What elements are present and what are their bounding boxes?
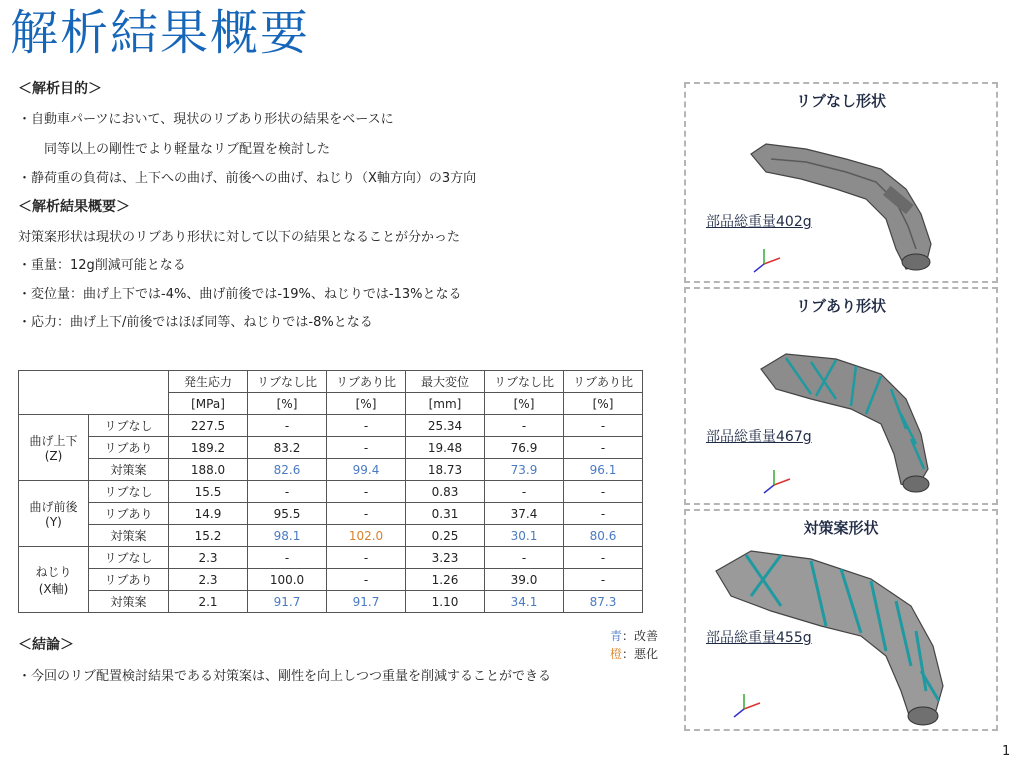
table-cell: 1.10 [406,591,485,613]
panel-weight: 部品総重量402g [706,214,812,230]
header-disp-ratio-norib: リブなし比 [485,371,564,393]
table-cell: 15.5 [169,481,248,503]
table-cell: - [327,547,406,569]
table-cell: 2.3 [169,547,248,569]
table-row [19,547,643,569]
table-cell: - [327,481,406,503]
header-stress: 発生応力 [169,371,248,393]
header-unit: [mm] [406,393,485,415]
row-label: 対策案 [89,591,169,613]
table-cell: 188.0 [169,459,248,481]
table-cell: - [564,547,643,569]
summary-line-3: ・変位量：曲げ上下では-4%、曲げ前後では-19%、ねじりでは-13%となる [18,287,462,302]
panel-no-rib [684,82,998,283]
purpose-line-2: 同等以上の剛性でより軽量なリブ配置を検討した [44,142,331,157]
table-row [19,481,643,503]
table-cell: - [564,503,643,525]
table-cell: 95.5 [248,503,327,525]
conclusion-line-1: ・今回のリブ配置検討結果である対策案は、剛性を向上しつつ重量を削減することができる [18,669,552,684]
table-cell: 0.31 [406,503,485,525]
table-cell: - [248,415,327,437]
header-unit: [MPa] [169,393,248,415]
row-label: 対策案 [89,459,169,481]
table-cell: 96.1 [564,459,643,481]
row-label: リブなし [89,415,169,437]
table-cell: 102.0 [327,525,406,547]
purpose-line-3: ・静荷重の負荷は、上下への曲げ、前後への曲げ、ねじり（X軸方向）の3方向 [18,171,477,186]
table-cell: - [485,547,564,569]
table-cell: 82.6 [248,459,327,481]
table-cell: 91.7 [248,591,327,613]
table-cell: 189.2 [169,437,248,459]
summary-line-4: ・応力：曲げ上下/前後ではほぼ同等、ねじりでは-8%となる [18,315,373,330]
panel-rib [684,287,998,505]
table-row [19,503,643,525]
header-stress-ratio-rib: リブあり比 [327,371,406,393]
results-table [18,370,643,613]
group-label: ねじり (X軸) [19,547,89,613]
table-row [19,415,643,437]
header-unit: [%] [564,393,643,415]
table-cell: 91.7 [327,591,406,613]
table-row [19,459,643,481]
table-cell: - [564,415,643,437]
table-cell: 3.23 [406,547,485,569]
table-cell: 2.1 [169,591,248,613]
table-cell: 1.26 [406,569,485,591]
table-cell: 80.6 [564,525,643,547]
table-cell: 0.25 [406,525,485,547]
table-cell: 14.9 [169,503,248,525]
panel-title: リブなし形状 [795,92,886,110]
header-unit: [%] [485,393,564,415]
page-number: 1 [1002,744,1011,759]
table-row [19,525,643,547]
group-label: 曲げ上下 (Z) [19,415,89,481]
table-cell: - [327,569,406,591]
axis-triad-icon [744,246,784,276]
table-cell: 227.5 [169,415,248,437]
group-label: 曲げ前後 (Y) [19,481,89,547]
row-label: リブなし [89,481,169,503]
row-label: リブなし [89,547,169,569]
table-cell: 25.34 [406,415,485,437]
table-cell: - [327,437,406,459]
header-displacement: 最大変位 [406,371,485,393]
table-cell: 19.48 [406,437,485,459]
purpose-heading: ＜解析目的＞ [18,81,102,97]
panel-weight: 部品総重量455g [706,630,812,646]
purpose-line-1: ・自動車パーツにおいて、現状のリブあり形状の結果をベースに [18,112,394,127]
table-cell: - [564,437,643,459]
table-cell: - [564,481,643,503]
table-cell: - [564,569,643,591]
table-cell: 2.3 [169,569,248,591]
table-cell: 0.83 [406,481,485,503]
row-label: リブあり [89,569,169,591]
table-cell: 34.1 [485,591,564,613]
legend-worse: 橙：悪化 [610,647,659,661]
row-label: リブあり [89,437,169,459]
page-title: 解析結果概要 [10,5,311,61]
table-header-row [19,371,643,393]
panel-countermeasure [684,509,998,731]
table-cell: - [248,481,327,503]
table-cell: 18.73 [406,459,485,481]
row-label: 対策案 [89,525,169,547]
color-legend [610,627,658,663]
table-cell: - [485,415,564,437]
table-row [19,569,643,591]
table-cell: - [248,547,327,569]
table-cell: 99.4 [327,459,406,481]
header-unit: [%] [248,393,327,415]
row-label: リブあり [89,503,169,525]
header-unit: [%] [327,393,406,415]
table-cell: 87.3 [564,591,643,613]
table-cell: - [327,415,406,437]
table-row [19,437,643,459]
legend-improve: 青：改善 [610,629,659,643]
panel-weight: 部品総重量467g [706,429,812,445]
table-cell: - [327,503,406,525]
table-cell: 37.4 [485,503,564,525]
table-cell: 30.1 [485,525,564,547]
table-corner-cell [19,371,169,415]
axis-triad-icon [724,691,764,721]
panel-title: 対策案形状 [803,519,879,537]
summary-heading: ＜解析結果概要＞ [18,199,130,215]
table-cell: 76.9 [485,437,564,459]
table-row [19,591,643,613]
table-cell: 98.1 [248,525,327,547]
conclusion-heading: ＜結論＞ [18,637,74,653]
table-cell: - [485,481,564,503]
header-stress-ratio-norib: リブなし比 [248,371,327,393]
panel-title: リブあり形状 [795,297,886,315]
table-cell: 15.2 [169,525,248,547]
summary-line-2: ・重量：12g削減可能となる [18,258,186,273]
axis-triad-icon [754,467,794,497]
header-disp-ratio-rib: リブあり比 [564,371,643,393]
table-cell: 73.9 [485,459,564,481]
table-cell: 39.0 [485,569,564,591]
summary-line-1: 対策案形状は現状のリブあり形状に対して以下の結果となることが分かった [18,230,461,245]
table-cell: 100.0 [248,569,327,591]
table-cell: 83.2 [248,437,327,459]
